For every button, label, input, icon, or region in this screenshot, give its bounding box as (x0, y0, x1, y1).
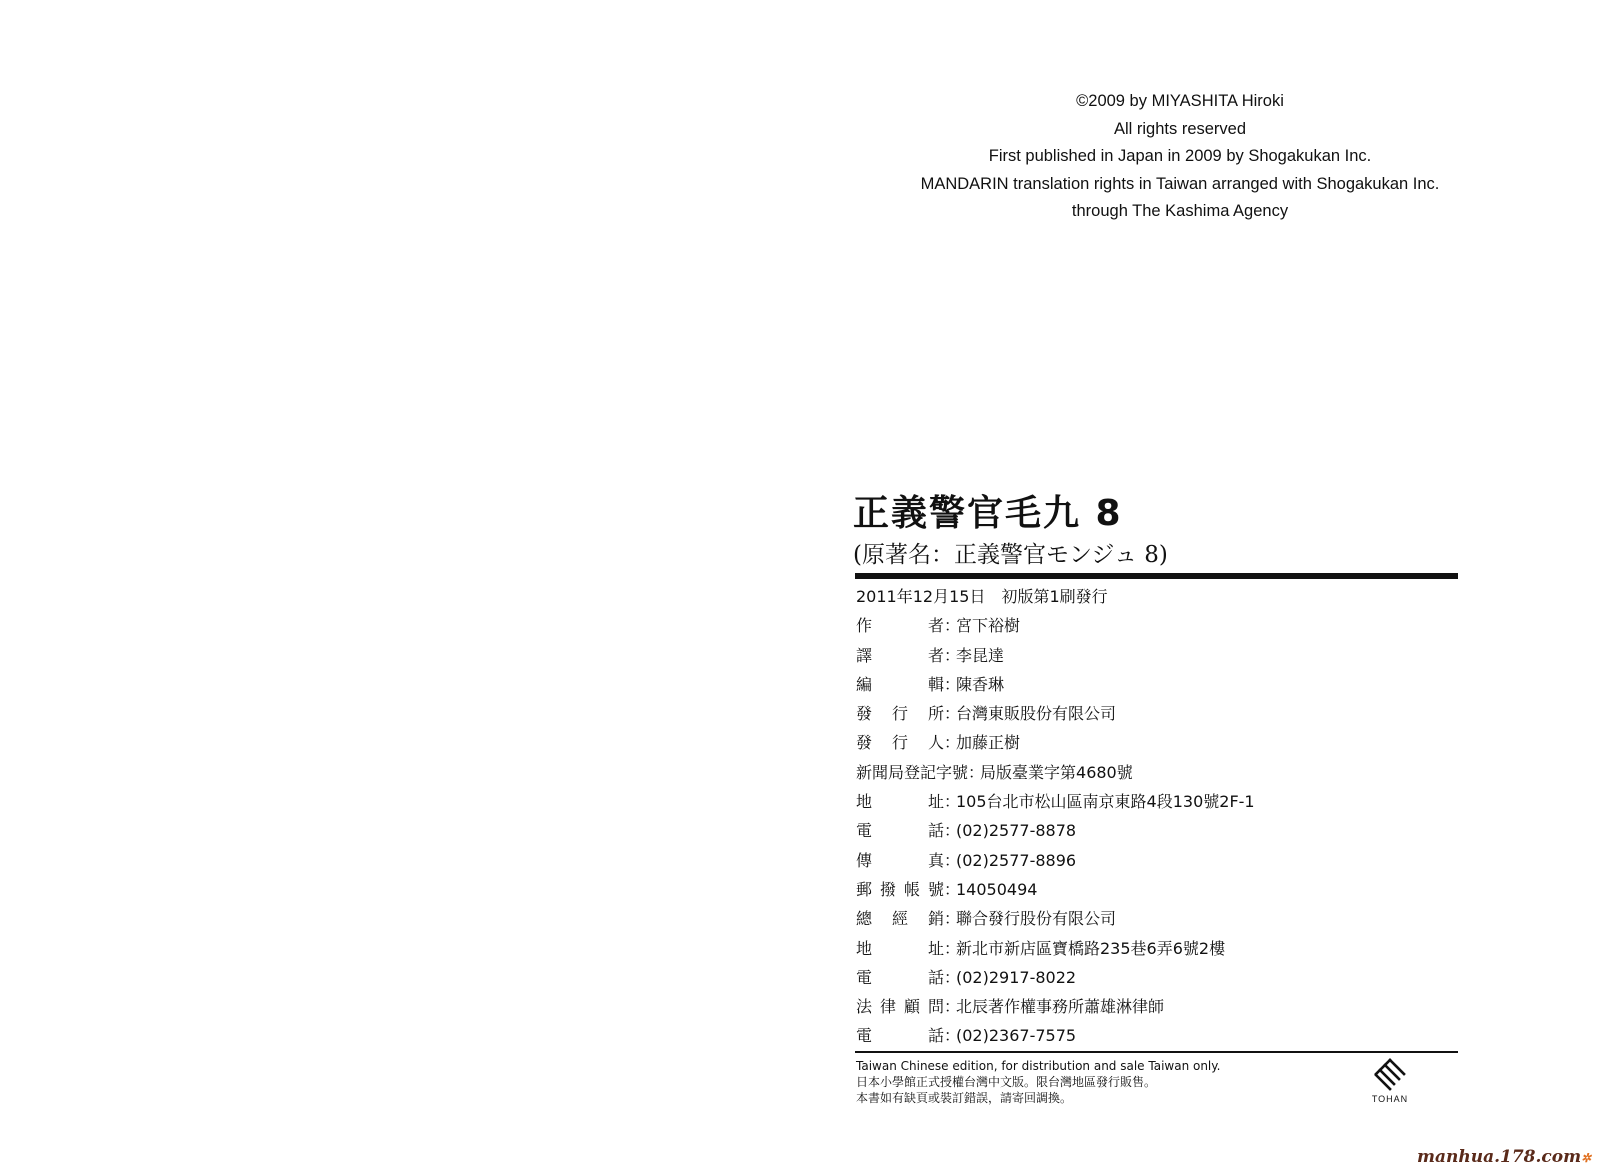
info-separator: ： (944, 821, 961, 841)
info-row (856, 904, 1456, 933)
info-separator: ： (944, 616, 961, 636)
info-separator: ： (944, 909, 961, 929)
info-separator: ： (944, 997, 961, 1017)
copyright-line: First published in Japan in 2009 by Shogakukan Inc. (988, 147, 1372, 165)
copyright-line: MANDARIN translation rights in Taiwan arranged with Shogakukan Inc. (920, 174, 1440, 193)
info-label: 法律顧問 (856, 997, 944, 1017)
info-separator: ： (944, 1026, 961, 1046)
copyright-line: All rights reserved (1113, 119, 1247, 138)
info-value: 14050494 (956, 879, 1038, 899)
info-row (856, 816, 1456, 845)
info-row (856, 728, 1456, 757)
info-separator: ： (944, 733, 961, 753)
info-rows (856, 611, 1456, 1050)
info-value: 加藤正樹 (956, 733, 1021, 753)
info-row (856, 611, 1456, 640)
watermark (1417, 1147, 1591, 1167)
info-row (856, 699, 1456, 728)
info-separator: ： (944, 850, 961, 870)
info-separator: ： (944, 879, 961, 899)
info-separator: ： (944, 704, 961, 724)
colophon-info (856, 582, 1456, 1051)
edition-text: 2011年12月15日 初版第1刷發行 (856, 587, 1108, 606)
footer-line: 本書如有缺頁或裝訂錯誤，請寄回調換。 (856, 1091, 1073, 1105)
info-label: 新聞局登記字號 (856, 762, 969, 782)
info-separator: ： (968, 762, 985, 782)
info-label: 譯者 (856, 645, 944, 665)
info-value: (02)2577-8896 (956, 850, 1077, 870)
info-label: 作者 (856, 616, 944, 636)
info-row (856, 875, 1456, 904)
info-label: 發行所 (856, 704, 944, 724)
book-title: 正義警官毛九 8 (853, 493, 1123, 534)
info-label: 地址 (856, 938, 944, 958)
info-row (856, 963, 1456, 992)
info-value: 局版臺業字第4680號 (980, 762, 1133, 782)
info-label: 地址 (856, 792, 944, 812)
info-value: 105台北市松山區南京東路4段130號2F-1 (956, 792, 1255, 812)
info-row (856, 934, 1456, 963)
info-value: 北辰著作權事務所蕭雄淋律師 (956, 997, 1165, 1017)
copyright-line: ©2009 by MIYASHITA Hiroki (1076, 92, 1284, 110)
info-separator: ： (944, 645, 961, 665)
info-label: 電話 (856, 967, 944, 987)
copyright-block (860, 88, 1500, 226)
info-value: 台灣東販股份有限公司 (956, 704, 1117, 724)
info-row (856, 992, 1456, 1021)
info-label: 總經銷 (856, 909, 944, 929)
info-separator: ： (944, 938, 961, 958)
footer-line: Taiwan Chinese edition, for distribution and sale Taiwan only. (856, 1059, 1221, 1073)
info-label: 傳真 (856, 850, 944, 870)
tohan-logo-icon (1373, 1058, 1407, 1092)
watermark-text: manhua.178.com (1417, 1147, 1582, 1167)
tohan-logo (1365, 1058, 1415, 1104)
edition-line (856, 582, 1456, 611)
info-row (856, 758, 1456, 787)
info-label: 編輯 (856, 674, 944, 694)
footer-notes (856, 1058, 1220, 1106)
info-value: 聯合發行股份有限公司 (956, 909, 1117, 929)
tohan-logo-label: TOHAN (1371, 1094, 1409, 1104)
info-row (856, 670, 1456, 699)
info-row (856, 641, 1456, 670)
info-row (856, 846, 1456, 875)
info-separator: ： (944, 792, 961, 812)
info-value: (02)2577-8878 (956, 821, 1077, 841)
star-icon: ✲ (1581, 1151, 1592, 1165)
thick-divider (855, 573, 1458, 579)
info-value: (02)2917-8022 (956, 967, 1077, 987)
info-label: 郵撥帳號 (856, 879, 944, 899)
footer-line: 日本小學館正式授權台灣中文版。限台灣地區發行販售。 (856, 1075, 1157, 1089)
info-value: 宮下裕樹 (956, 616, 1021, 636)
info-value: (02)2367-7575 (956, 1026, 1077, 1046)
info-row (856, 787, 1456, 816)
info-row (856, 1021, 1456, 1050)
info-label: 發行人 (856, 733, 944, 753)
thin-divider (855, 1051, 1458, 1053)
info-label: 電話 (856, 821, 944, 841)
info-value: 新北市新店區寶橋路235巷6弄6號2樓 (956, 938, 1226, 958)
original-title: (原著名：正義警官モンジュ 8) (853, 542, 1168, 568)
info-label: 電話 (856, 1026, 944, 1046)
info-separator: ： (944, 967, 961, 987)
info-value: 陳香琳 (956, 674, 1005, 694)
info-value: 李昆達 (956, 645, 1005, 665)
info-separator: ： (944, 674, 961, 694)
copyright-line: through The Kashima Agency (1071, 202, 1289, 220)
